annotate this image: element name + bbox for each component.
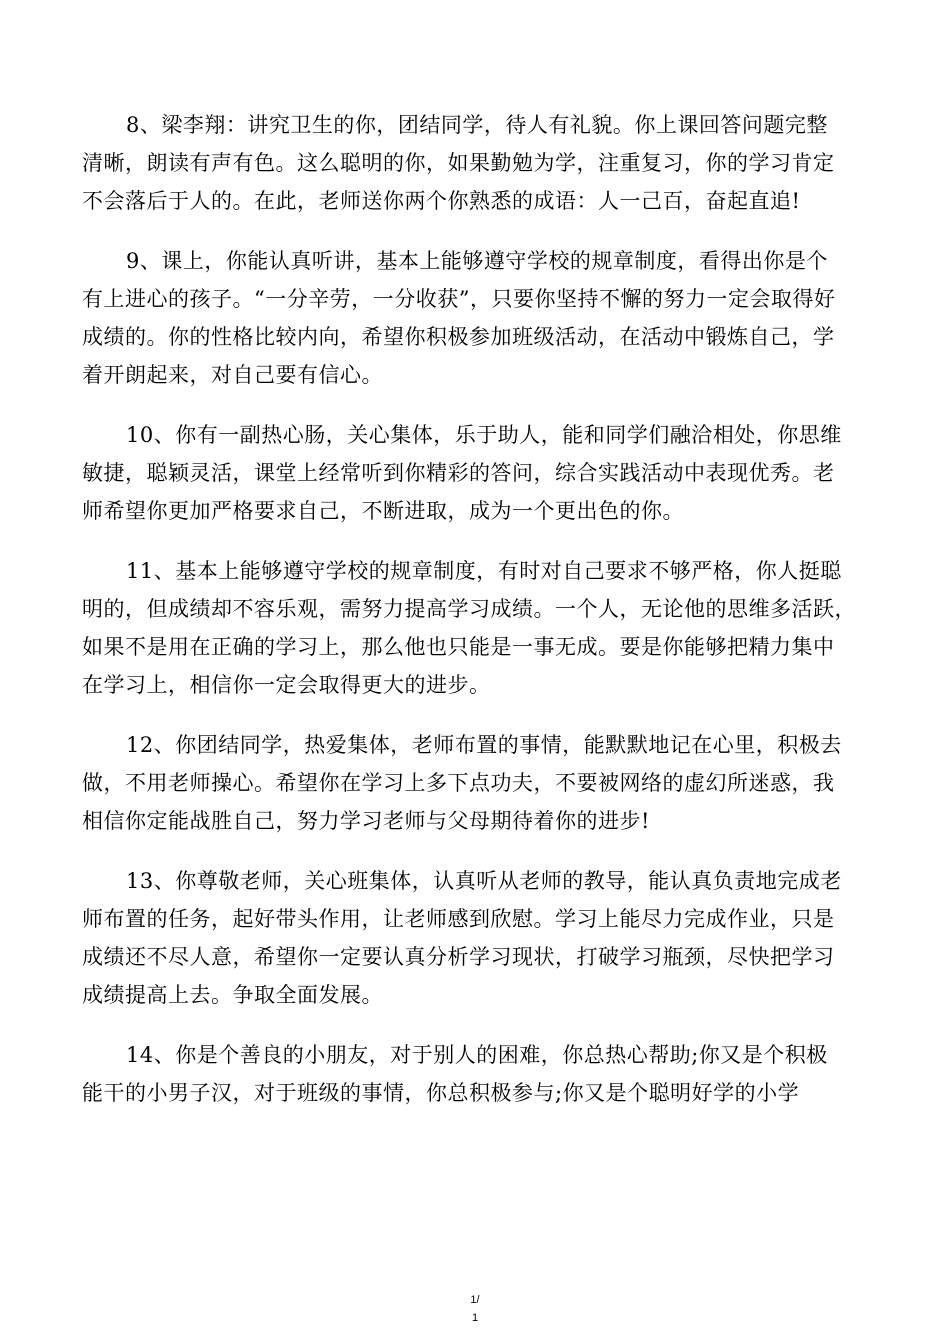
paragraph-line: 成绩还不尽人意，希望你一定要认真分析学习现状，打破学习瓶颈，尽快把学习	[82, 945, 835, 969]
paragraph-line: 着开朗起来，对自己要有信心。	[82, 363, 383, 387]
paragraph-line: 在学习上，相信你一定会取得更大的进步。	[82, 673, 491, 697]
paragraph-line: 9、课上，你能认真听讲，基本上能够遵守学校的规章制度，看得出你是个	[126, 249, 828, 273]
page-number-line-2: 1	[471, 1312, 479, 1324]
paragraph-line: 13、你尊敬老师，关心班集体，认真听从老师的教导，能认真负责地完成老	[126, 869, 842, 893]
document-body	[82, 106, 882, 1134]
paragraph-line: 有上进心的孩子。“一分辛劳，一分收获”，只要你坚持不懈的努力一定会取得好	[82, 287, 836, 311]
paragraph-line: 相信你定能战胜自己，努力学习老师与父母期待着你的进步!	[82, 809, 650, 833]
paragraph-line: 8、梁李翔：讲究卫生的你，团结同学，待人有礼貌。你上课回答问题完整	[126, 113, 828, 137]
paragraph-line: 成绩的。你的性格比较内向，希望你积极参加班级活动，在活动中锻炼自己，学	[82, 325, 835, 349]
paragraph-line: 14、你是个善良的小朋友，对于别人的困难，你总热心帮助;你又是个积极	[126, 1043, 828, 1067]
comment-paragraph	[82, 106, 882, 220]
paragraph-line: 10、你有一副热心肠，关心集体，乐于助人，能和同学们融洽相处，你思维	[126, 423, 842, 447]
paragraph-line: 成绩提高上去。争取全面发展。	[82, 983, 383, 1007]
paragraph-line: 能干的小男子汉，对于班级的事情，你总积极参与;你又是个聪明好学的小学	[82, 1081, 800, 1105]
paragraph-line: 做，不用老师操心。希望你在学习上多下点功夫，不要被网络的虚幻所迷惑，我	[82, 771, 835, 795]
paragraph-line: 明的，但成绩却不容乐观，需努力提高学习成绩。一个人，无论他的思维多活跃，	[82, 597, 856, 621]
comment-paragraph	[82, 416, 882, 530]
paragraph-line: 如果不是用在正确的学习上，那么他也只能是一事无成。要是你能够把精力集中	[82, 635, 835, 659]
comment-paragraph	[82, 862, 882, 1014]
paragraph-line: 师希望你更加严格要求自己，不断进取，成为一个更出色的你。	[82, 499, 684, 523]
comment-paragraph	[82, 552, 882, 704]
page-number	[0, 1291, 950, 1327]
comment-paragraph	[82, 242, 882, 394]
paragraph-line: 清晰，朗读有声有色。这么聪明的你，如果勤勉为学，注重复习，你的学习肯定	[82, 151, 835, 175]
comment-paragraph	[82, 1036, 882, 1112]
paragraph-line: 12、你团结同学，热爱集体，老师布置的事情，能默默地记在心里，积极去	[126, 733, 842, 757]
comment-paragraph	[82, 726, 882, 840]
paragraph-line: 师布置的任务，起好带头作用，让老师感到欣慰。学习上能尽力完成作业，只是	[82, 907, 835, 931]
paragraph-line: 不会落后于人的。在此，老师送你两个你熟悉的成语：人一己百，奋起直追!	[82, 189, 801, 213]
page-number-line-1: 1/	[470, 1294, 480, 1306]
paragraph-line: 敏捷，聪颖灵活，课堂上经常听到你精彩的答问，综合实践活动中表现优秀。老	[82, 461, 835, 485]
paragraph-line: 11、基本上能够遵守学校的规章制度，有时对自己要求不够严格，你人挺聪	[126, 559, 842, 583]
